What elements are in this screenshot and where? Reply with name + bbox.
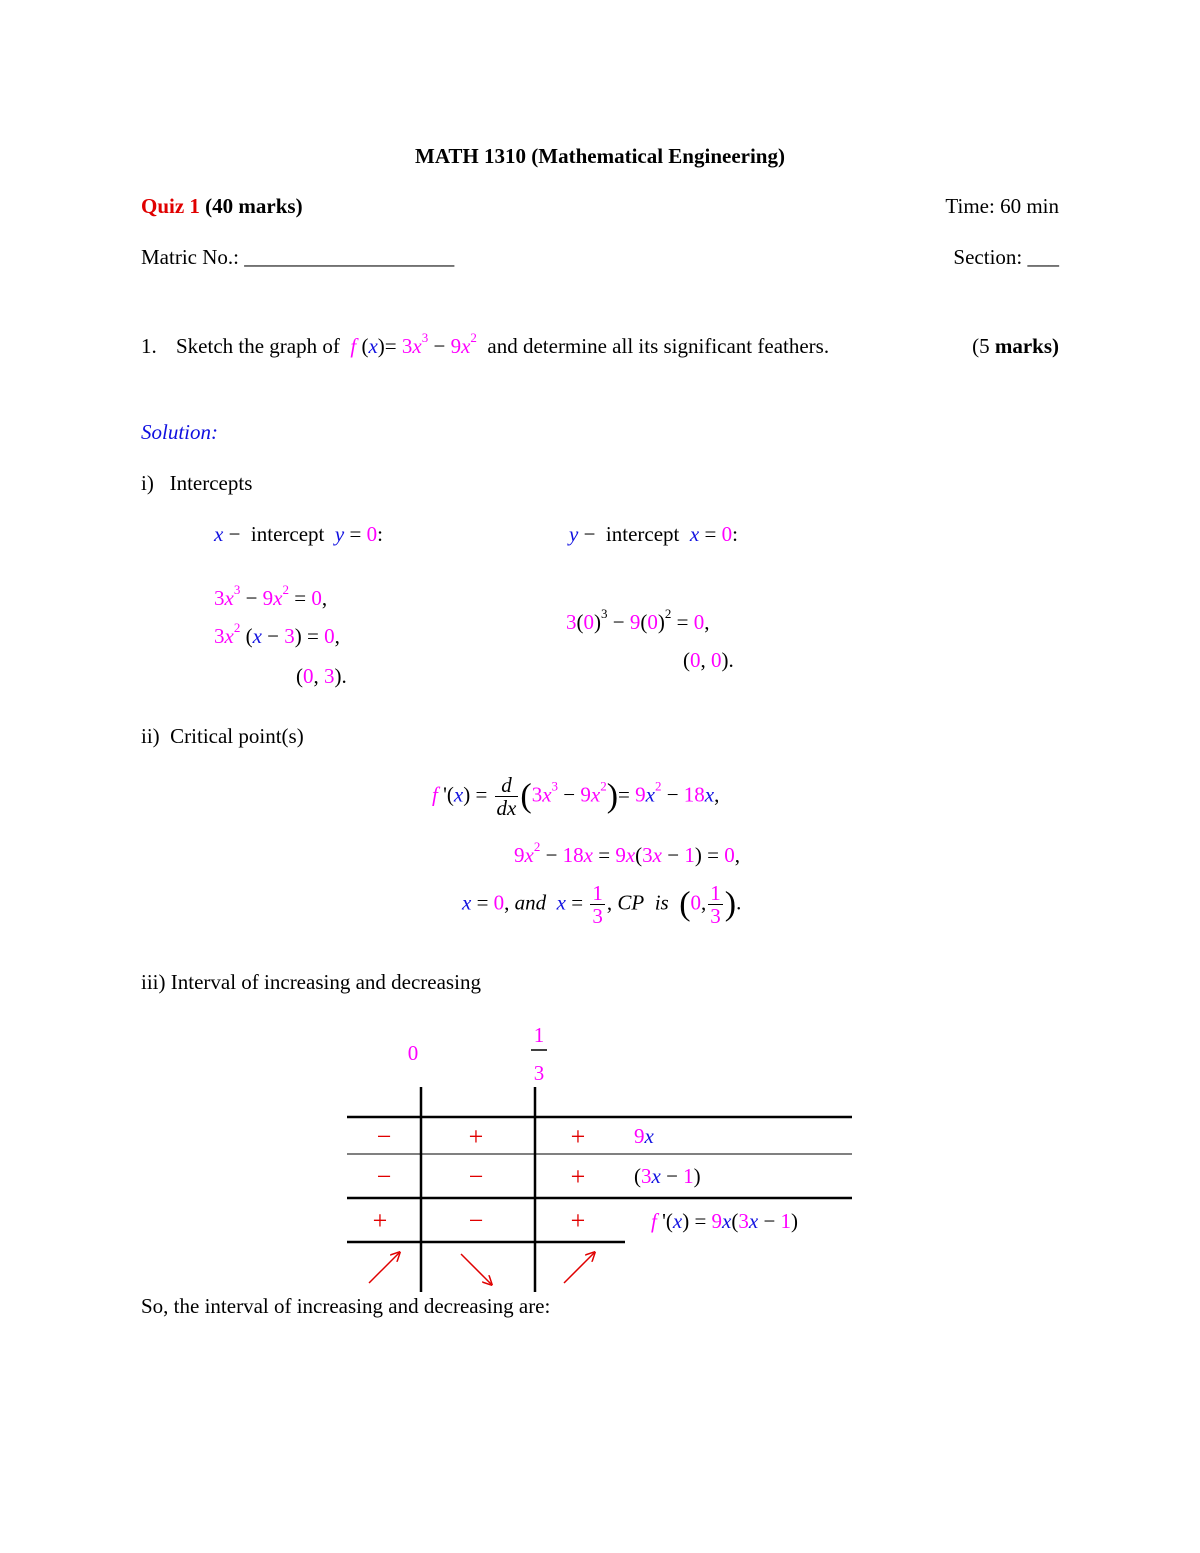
sign-r1-c1: − <box>376 1122 392 1151</box>
boundary-one-third-den: 3 <box>533 1061 545 1085</box>
critical-point-line: x = 0, and x = $\frac{1}{3}$ , CP is (0, $\frac{1}{3}$ ). <box>462 881 742 928</box>
y-intercept-result: (0, 0). <box>683 648 734 672</box>
boundary-one-third-num: 1 <box>533 1023 545 1047</box>
arrow-increasing-left <box>369 1253 399 1283</box>
marks-bold: marks) <box>994 334 1059 358</box>
one-third-fraction: $\frac{1}{3}$ <box>592 881 603 928</box>
boundary-zero: 0 <box>407 1041 419 1065</box>
sign-r2-c2: − <box>468 1162 484 1191</box>
section-critical: ii) Critical point(s) <box>141 724 304 748</box>
question-number: 1. <box>141 334 157 358</box>
d-dx-fraction: $\frac{d}{dx}$ <box>496 773 517 820</box>
x-intercept-label: intercept <box>250 522 325 546</box>
arrow-decreasing-middle <box>461 1254 491 1284</box>
section-field: Section: ___ <box>953 245 1059 269</box>
cp-fraction: $\frac{1}{3}$ <box>710 881 721 928</box>
quiz-marks: (40 marks) <box>205 194 303 218</box>
time-limit: Time: 60 min <box>945 194 1059 218</box>
factor-3x-minus-1: (3x − 1) <box>634 1164 701 1188</box>
matric-field: Matric No.: ____________________ <box>141 245 455 269</box>
sign-r1-c2: + <box>468 1122 484 1151</box>
derivative-line-2: $9x^2 - 18x = 9x(3x - 1) = 0$, <box>514 839 740 867</box>
sign-r1-c3: + <box>570 1122 586 1151</box>
y-intercept-label: intercept <box>605 522 680 546</box>
sign-r2-c3: + <box>570 1162 586 1191</box>
section-interval: iii) Interval of increasing and decreasing <box>141 970 481 994</box>
conclusion-text: So, the interval of increasing and decreasing are: <box>141 1294 551 1318</box>
y-intercept-line-1: $3(0)^3 - 9(0)^2 = 0$, <box>566 606 710 634</box>
page-title: MATH 1310 (Mathematical Engineering) <box>415 144 785 168</box>
question-text-before: Sketch the graph of <box>176 334 340 358</box>
x-intercept-result: (0, 3). <box>296 664 347 688</box>
section-intercepts: i) Intercepts <box>141 471 253 495</box>
sign-r2-c1: − <box>376 1162 392 1191</box>
marks-open: (5 <box>972 334 990 358</box>
sign-r3-c1: + <box>372 1206 388 1235</box>
x-intercept-heading: x − intercept y = 0: <box>214 522 383 546</box>
x-intercept-line-2: $3x^2$ (x − 3) = 0, <box>214 620 340 648</box>
function-definition: f $(x)= 3x^3 - 9x^2$ <box>350 330 477 358</box>
question-text-after: and determine all its significant feathers. <box>487 334 830 358</box>
sign-r3-c2: − <box>468 1206 484 1235</box>
x-intercept-line-1: $3x^3 - 9x^2 = 0$, <box>214 582 328 610</box>
factor-9x: 9x <box>634 1124 654 1148</box>
derivative-line-1: f '(x) = $\frac{d}{dx}$ $(3x^3 - 9x^2)= 9x^2 - 18x$, <box>432 773 720 820</box>
arrow-increasing-right <box>564 1253 594 1283</box>
solution-label: Solution: <box>141 420 218 444</box>
quiz-label: Quiz 1 <box>141 194 200 218</box>
y-intercept-heading: y − intercept x = 0: <box>569 522 738 546</box>
sign-r3-c3: + <box>570 1206 586 1235</box>
factor-derivative: f '(x) = 9x(3x − 1) <box>651 1209 799 1233</box>
